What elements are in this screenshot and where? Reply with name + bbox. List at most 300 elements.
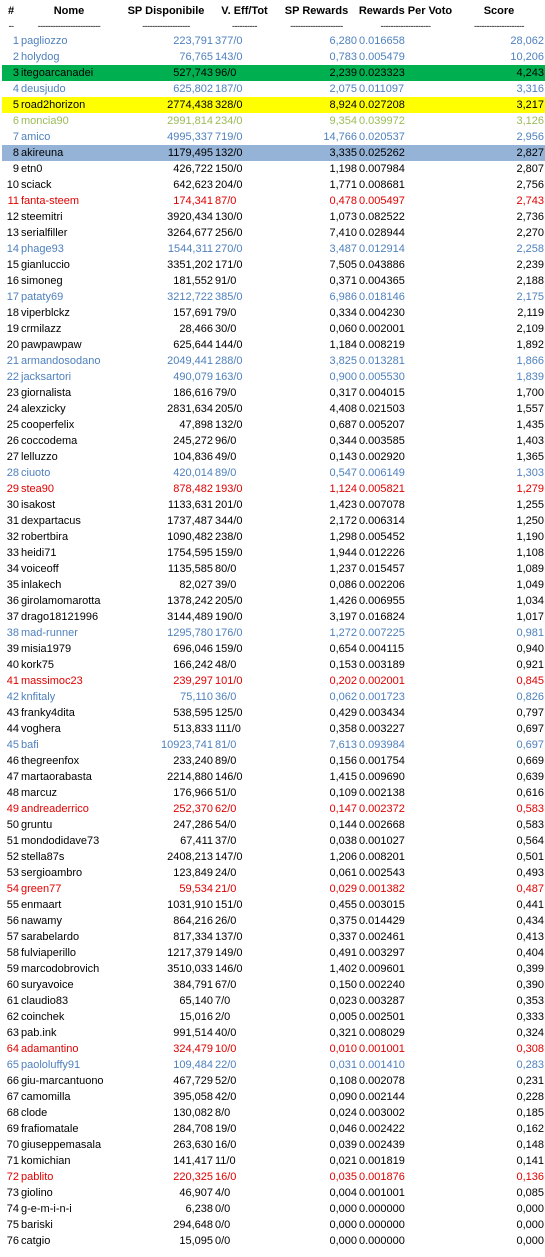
score-cell: 0,283 <box>516 1059 544 1071</box>
sp-rewards-cell: 1,298 <box>329 531 357 543</box>
veff-cell: 42/0 <box>215 1091 237 1103</box>
header-name: Nome <box>53 5 85 17</box>
ranking-rows <box>2 33 545 1249</box>
sp-cell: 1544,311 <box>167 243 213 255</box>
rewards-per-voto-cell: 0.003297 <box>359 947 405 959</box>
veff-cell: 36/0 <box>215 691 237 703</box>
sp-rewards-cell: 0,000 <box>329 1235 357 1247</box>
rewards-per-voto-cell: 0.005497 <box>359 195 405 207</box>
sp-rewards-cell: 0,039 <box>329 1139 357 1151</box>
name-cell: coccodema <box>21 435 78 447</box>
rank-cell: 37 <box>6 611 19 623</box>
name-cell: girolamomarotta <box>21 595 101 607</box>
rank-cell: 55 <box>6 899 19 911</box>
score-cell: 0,434 <box>516 915 544 927</box>
header-score: Score <box>483 5 515 17</box>
rank-cell: 26 <box>6 435 19 447</box>
sp-cell: 3212,722 <box>167 291 213 303</box>
rank-cell: 48 <box>6 787 19 799</box>
score-cell: 2,119 <box>517 307 544 319</box>
score-cell: 0,583 <box>516 819 544 831</box>
sp-rewards-cell: 0,317 <box>329 387 357 399</box>
rewards-per-voto-cell: 0.082522 <box>359 211 405 223</box>
name-cell: thegreenfox <box>21 755 80 767</box>
sp-rewards-cell: 1,124 <box>329 483 357 495</box>
table-row <box>2 961 545 977</box>
rewards-per-voto-cell: 0.004115 <box>359 643 405 655</box>
sp-rewards-cell: 0,109 <box>329 787 357 799</box>
rank-cell: 75 <box>6 1219 19 1231</box>
table-row <box>2 481 545 497</box>
veff-cell: 205/0 <box>215 595 243 607</box>
sp-cell: 294,648 <box>173 1219 213 1231</box>
score-cell: 0,826 <box>516 691 544 703</box>
sp-rewards-cell: 0,000 <box>329 1219 357 1231</box>
sp-cell: 15,016 <box>179 1011 213 1023</box>
name-cell: inlakech <box>21 579 62 591</box>
name-cell: gruntu <box>21 819 53 831</box>
veff-cell: 146/0 <box>215 771 243 783</box>
sp-rewards-cell: 0,371 <box>329 275 357 287</box>
name-cell: sciack <box>21 179 52 191</box>
sp-rewards-cell: 1,944 <box>329 547 357 559</box>
sp-cell: 2214,880 <box>167 771 213 783</box>
rewards-per-voto-cell: 0.012914 <box>359 243 405 255</box>
score-cell: 1,089 <box>516 563 544 575</box>
score-cell: 0,148 <box>516 1139 544 1151</box>
sp-rewards-cell: 3,825 <box>329 355 357 367</box>
sp-rewards-cell: 0,150 <box>329 979 357 991</box>
score-cell: 1,557 <box>516 403 544 415</box>
score-cell: 1,435 <box>516 419 544 431</box>
table-row <box>2 305 545 321</box>
rank-cell: 64 <box>6 1043 19 1055</box>
name-cell: steemitri <box>21 211 63 223</box>
sp-cell: 239,297 <box>173 675 213 687</box>
rewards-per-voto-cell: 0.005821 <box>359 483 405 495</box>
table-row <box>2 801 545 817</box>
name-cell: pawpawpaw <box>21 339 82 351</box>
veff-cell: 21/0 <box>215 883 237 895</box>
name-cell: massimoc23 <box>21 675 83 687</box>
sp-cell: 420,014 <box>173 467 213 479</box>
sp-rewards-cell: 1,402 <box>329 963 357 975</box>
rank-cell: 42 <box>6 691 19 703</box>
sp-rewards-cell: 0,038 <box>329 835 357 847</box>
name-cell: alexzicky <box>21 403 66 415</box>
sp-cell: 10923,741 <box>161 739 213 751</box>
veff-cell: 132/0 <box>215 419 243 431</box>
veff-cell: 385/0 <box>215 291 243 303</box>
veff-cell: 7/0 <box>215 995 231 1007</box>
score-cell: 0,583 <box>516 803 544 815</box>
table-row <box>2 417 545 433</box>
name-cell: frafiomatale <box>21 1123 79 1135</box>
name-cell: phage93 <box>21 243 64 255</box>
veff-cell: 150/0 <box>215 163 243 175</box>
rank-cell: 28 <box>6 467 19 479</box>
name-cell: andreaderrico <box>21 803 89 815</box>
rank-cell: 8 <box>2 145 20 161</box>
veff-cell: 719/0 <box>215 131 243 143</box>
sp-cell: 47,898 <box>179 419 213 431</box>
sp-rewards-cell: 0,153 <box>329 659 357 671</box>
table-row <box>2 513 545 529</box>
sp-rewards-cell: 0,010 <box>329 1043 357 1055</box>
veff-cell: 19/0 <box>215 1123 237 1135</box>
veff-cell: 2/0 <box>215 1011 231 1023</box>
score-cell: 0,000 <box>516 1235 544 1247</box>
name-cell: giornalista <box>21 387 72 399</box>
sp-rewards-cell: 1,198 <box>329 163 357 175</box>
rewards-per-voto-cell: 0.002240 <box>359 979 405 991</box>
veff-cell: 270/0 <box>215 243 243 255</box>
table-row <box>2 721 545 737</box>
score-cell: 3,217 <box>453 97 545 113</box>
sp-cell: 174,341 <box>173 195 213 207</box>
rank-cell: 1 <box>12 35 19 47</box>
veff-cell: 190/0 <box>215 611 243 623</box>
rewards-per-voto-cell: 0.006955 <box>359 595 405 607</box>
rewards-per-voto-cell: 0.007984 <box>359 163 405 175</box>
name-cell: camomilla <box>21 1091 71 1103</box>
rewards-per-voto-cell: 0.016824 <box>359 611 405 623</box>
rewards-per-voto-cell: 0.005207 <box>359 419 405 431</box>
sp-rewards-cell: 7,505 <box>329 259 357 271</box>
sp-cell: 3351,202 <box>167 259 213 271</box>
sp-cell: 467,729 <box>173 1075 213 1087</box>
sp-rewards-cell: 0,005 <box>329 1011 357 1023</box>
sp-rewards-cell: 0,337 <box>329 931 357 943</box>
sp-rewards-cell: 0,046 <box>329 1123 357 1135</box>
sp-cell: 513,833 <box>173 723 213 735</box>
rewards-per-voto-cell: 0.002920 <box>359 451 405 463</box>
rank-cell: 53 <box>6 867 19 879</box>
sp-cell: 384,791 <box>173 979 213 991</box>
rewards-per-voto-cell: 0.004230 <box>359 307 405 319</box>
veff-cell: 87/0 <box>215 195 237 207</box>
name-cell: bafi <box>21 739 39 751</box>
sp-cell: 15,095 <box>179 1235 213 1247</box>
rewards-per-voto-cell: 0.001410 <box>359 1059 405 1071</box>
table-row <box>2 1169 545 1185</box>
veff-cell: 132/0 <box>214 145 275 161</box>
score-cell: 0,639 <box>516 771 544 783</box>
score-cell: 0,085 <box>516 1187 544 1199</box>
rank-cell: 67 <box>6 1091 19 1103</box>
name-cell: green77 <box>21 883 62 895</box>
rewards-per-voto-cell: 0.002144 <box>359 1091 405 1103</box>
rank-cell: 71 <box>6 1155 19 1167</box>
rank-cell: 35 <box>6 579 19 591</box>
name-cell: kork75 <box>21 659 55 671</box>
score-cell: 2,188 <box>516 275 544 287</box>
rank-cell: 60 <box>6 979 19 991</box>
sp-cell: 67,411 <box>180 835 213 847</box>
veff-cell: 163/0 <box>215 371 243 383</box>
table-row <box>2 929 545 945</box>
rewards-per-voto-cell: 0.009690 <box>359 771 405 783</box>
name-cell: akireuna <box>20 145 118 161</box>
header-sp-rewards: SP Rewards <box>284 5 349 17</box>
rewards-per-voto-cell: 0.013281 <box>359 355 405 367</box>
sp-rewards-cell: 0,023 <box>329 995 357 1007</box>
sp-cell: 642,623 <box>173 179 213 191</box>
score-cell: 0,501 <box>516 851 544 863</box>
table-row <box>2 865 545 881</box>
sp-cell: 1031,910 <box>167 899 213 911</box>
score-cell: 0,493 <box>516 867 544 879</box>
table-row <box>2 1089 545 1105</box>
score-cell: 0,324 <box>516 1027 544 1039</box>
table-row <box>2 1153 545 1169</box>
sp-rewards-cell: 0,108 <box>329 1075 357 1087</box>
name-cell: catgio <box>21 1235 51 1247</box>
veff-cell: 159/0 <box>215 547 243 559</box>
veff-cell: 79/0 <box>215 307 237 319</box>
rewards-per-voto-cell: 0.006149 <box>359 467 405 479</box>
sp-rewards-cell: 1,272 <box>329 627 357 639</box>
veff-cell: 377/0 <box>215 35 243 47</box>
sp-rewards-cell: 0,090 <box>329 1091 357 1103</box>
rewards-per-voto-cell: 0.009601 <box>359 963 405 975</box>
sp-rewards-cell: 7,613 <box>329 739 357 751</box>
rewards-per-voto-cell: 0.015457 <box>359 563 405 575</box>
name-cell: clode <box>21 1107 48 1119</box>
score-cell: 1,034 <box>516 595 544 607</box>
veff-cell: 328/0 <box>214 97 275 113</box>
rewards-per-voto-cell: 0.018146 <box>359 291 405 303</box>
rewards-per-voto-cell: 0.000000 <box>359 1219 405 1231</box>
table-row <box>2 209 545 225</box>
name-cell: adamantino <box>21 1043 79 1055</box>
rewards-per-voto-cell: 0.002372 <box>359 803 405 815</box>
rewards-per-voto-cell: 0.008219 <box>359 339 405 351</box>
table-row <box>2 833 545 849</box>
score-cell: 1,365 <box>516 451 544 463</box>
sp-rewards-cell: 0,147 <box>329 803 357 815</box>
table-row <box>2 161 545 177</box>
rewards-per-voto-cell: 0.007225 <box>359 627 405 639</box>
veff-cell: 149/0 <box>215 947 243 959</box>
sp-rewards-cell: 0,478 <box>329 195 357 207</box>
veff-cell: 48/0 <box>215 659 237 671</box>
name-cell: giu-marcantuono <box>21 1075 104 1087</box>
table-row <box>2 1185 545 1201</box>
sp-rewards-cell: 6,986 <box>329 291 357 303</box>
score-cell: 2,743 <box>516 195 544 207</box>
score-cell: 2,827 <box>453 145 545 161</box>
score-cell: 0,669 <box>516 755 544 767</box>
score-cell: 4,243 <box>453 65 545 81</box>
sp-rewards-cell: 0,375 <box>329 915 357 927</box>
rewards-per-voto-cell: 0.003002 <box>359 1107 405 1119</box>
name-cell: giuseppemasala <box>21 1139 102 1151</box>
sp-rewards-cell: 8,924 <box>275 97 358 113</box>
sp-cell: 75,110 <box>180 691 213 703</box>
sp-cell: 223,791 <box>173 35 213 47</box>
table-row <box>2 113 545 129</box>
score-cell: 0,940 <box>516 643 544 655</box>
rank-cell: 49 <box>6 803 19 815</box>
table-row <box>2 1073 545 1089</box>
rewards-per-voto-cell: 0.012226 <box>359 547 405 559</box>
rewards-per-voto-cell: 0.016658 <box>359 35 405 47</box>
score-cell: 1,700 <box>516 387 544 399</box>
sp-rewards-cell: 1,415 <box>329 771 357 783</box>
rewards-per-voto-cell: 0.001382 <box>359 883 405 895</box>
rank-cell: 18 <box>6 307 19 319</box>
rewards-per-voto-cell: 0.093984 <box>359 739 405 751</box>
score-cell: 1,250 <box>516 515 544 527</box>
separator: -------------------- <box>380 20 431 31</box>
name-cell: claudio83 <box>21 995 69 1007</box>
sp-cell: 252,370 <box>173 803 213 815</box>
table-row <box>2 273 545 289</box>
rank-cell: 3 <box>2 65 20 81</box>
table-row <box>2 1121 545 1137</box>
rank-cell: 44 <box>6 723 19 735</box>
veff-cell: 10/0 <box>215 1043 237 1055</box>
table-row <box>2 1009 545 1025</box>
sp-cell: 817,334 <box>173 931 213 943</box>
table-row <box>2 913 545 929</box>
sp-rewards-cell: 0,086 <box>329 579 357 591</box>
table-row <box>2 385 545 401</box>
table-row <box>2 1057 545 1073</box>
sp-cell: 625,644 <box>173 339 213 351</box>
table-row <box>2 465 545 481</box>
score-cell: 1,255 <box>516 499 544 511</box>
rewards-per-voto-cell: 0.004365 <box>359 275 405 287</box>
sp-cell: 2408,213 <box>167 851 213 863</box>
rewards-per-voto-cell: 0.002668 <box>359 819 405 831</box>
score-cell: 0,399 <box>516 963 544 975</box>
rank-cell: 52 <box>6 851 19 863</box>
name-cell: holydog <box>21 51 60 63</box>
table-row <box>2 769 545 785</box>
rank-cell: 51 <box>6 835 19 847</box>
rewards-per-voto-cell: 0.008201 <box>359 851 405 863</box>
name-cell: amico <box>21 131 51 143</box>
name-cell: crmilazz <box>21 323 62 335</box>
rank-cell: 22 <box>6 371 19 383</box>
rewards-per-voto-cell: 0.006314 <box>359 515 405 527</box>
name-cell: pablito <box>21 1171 54 1183</box>
veff-cell: 79/0 <box>215 387 237 399</box>
rewards-per-voto-cell: 0.025262 <box>358 145 453 161</box>
veff-cell: 101/0 <box>215 675 243 687</box>
veff-cell: 62/0 <box>215 803 237 815</box>
sp-rewards-cell: 0,060 <box>329 323 357 335</box>
header-sp: SP Disponibile <box>127 5 205 17</box>
table-row <box>2 49 545 65</box>
sp-cell: 176,966 <box>173 787 213 799</box>
name-cell: franky4dita <box>21 707 75 719</box>
sp-rewards-cell: 1,184 <box>329 339 357 351</box>
name-cell: viperblckz <box>21 307 70 319</box>
veff-cell: 130/0 <box>215 211 243 223</box>
sp-cell: 3264,677 <box>167 227 213 239</box>
rank-cell: 2 <box>12 51 19 63</box>
header-num: # <box>7 5 15 17</box>
score-cell: 0,921 <box>516 659 544 671</box>
rewards-per-voto-cell: 0.000000 <box>359 1203 405 1215</box>
sp-cell: 625,802 <box>173 83 213 95</box>
rewards-per-voto-cell: 0.001876 <box>359 1171 405 1183</box>
sp-cell: 1378,242 <box>167 595 213 607</box>
rank-cell: 69 <box>6 1123 19 1135</box>
rewards-per-voto-cell: 0.002543 <box>359 867 405 879</box>
rewards-per-voto-cell: 0.003585 <box>359 435 405 447</box>
sp-rewards-cell: 0,900 <box>329 371 357 383</box>
rewards-per-voto-cell: 0.039972 <box>359 115 405 127</box>
veff-cell: 151/0 <box>215 899 243 911</box>
score-cell: 2,258 <box>516 243 544 255</box>
veff-cell: 171/0 <box>215 259 243 271</box>
table-row <box>2 897 545 913</box>
sp-rewards-cell: 0,547 <box>329 467 357 479</box>
table-row <box>2 369 545 385</box>
rank-cell: 15 <box>6 259 19 271</box>
veff-cell: 40/0 <box>215 1027 237 1039</box>
separator: ------------------- <box>142 20 190 31</box>
sp-cell: 245,272 <box>173 435 213 447</box>
rewards-per-voto-cell: 0.005530 <box>359 371 405 383</box>
sp-cell: 2831,634 <box>167 403 213 415</box>
score-cell: 0,390 <box>516 979 544 991</box>
table-row <box>2 129 545 145</box>
score-cell: 1,866 <box>516 355 544 367</box>
sp-rewards-cell: 0,143 <box>329 451 357 463</box>
score-cell: 0,136 <box>516 1171 544 1183</box>
sp-cell: 141,417 <box>173 1155 213 1167</box>
score-cell: 1,279 <box>516 483 544 495</box>
separator: --------------------- <box>290 20 343 31</box>
name-cell: dexpartacus <box>21 515 81 527</box>
table-row <box>2 321 545 337</box>
name-cell: moncia90 <box>21 115 69 127</box>
rank-cell: 59 <box>6 963 19 975</box>
sp-cell: 109,484 <box>173 1059 213 1071</box>
sp-cell: 76,765 <box>179 51 213 63</box>
score-cell: 0,845 <box>516 675 544 687</box>
sp-rewards-cell: 4,408 <box>329 403 357 415</box>
veff-cell: 201/0 <box>215 499 243 511</box>
rank-cell: 76 <box>6 1235 19 1247</box>
name-cell: nawamy <box>21 915 62 927</box>
sp-rewards-cell: 1,206 <box>329 851 357 863</box>
veff-cell: 143/0 <box>215 51 243 63</box>
sp-cell: 123,849 <box>173 867 213 879</box>
table-row <box>2 881 545 897</box>
score-cell: 0,616 <box>516 787 544 799</box>
rank-cell: 39 <box>6 643 19 655</box>
sp-cell: 284,708 <box>173 1123 213 1135</box>
veff-cell: 0/0 <box>215 1219 231 1231</box>
sp-cell: 1737,487 <box>167 515 213 527</box>
sp-rewards-cell: 0,029 <box>329 883 357 895</box>
rank-cell: 5 <box>2 97 20 113</box>
header-rewards-per-voto: Rewards Per Voto <box>358 5 453 17</box>
table-row <box>2 577 545 593</box>
name-cell: knfitaly <box>21 691 56 703</box>
veff-cell: 256/0 <box>215 227 243 239</box>
rewards-per-voto-cell: 0.005452 <box>359 531 405 543</box>
rewards-per-voto-cell: 0.002001 <box>359 323 405 335</box>
veff-cell: 176/0 <box>215 627 243 639</box>
score-cell: 2,175 <box>516 291 544 303</box>
